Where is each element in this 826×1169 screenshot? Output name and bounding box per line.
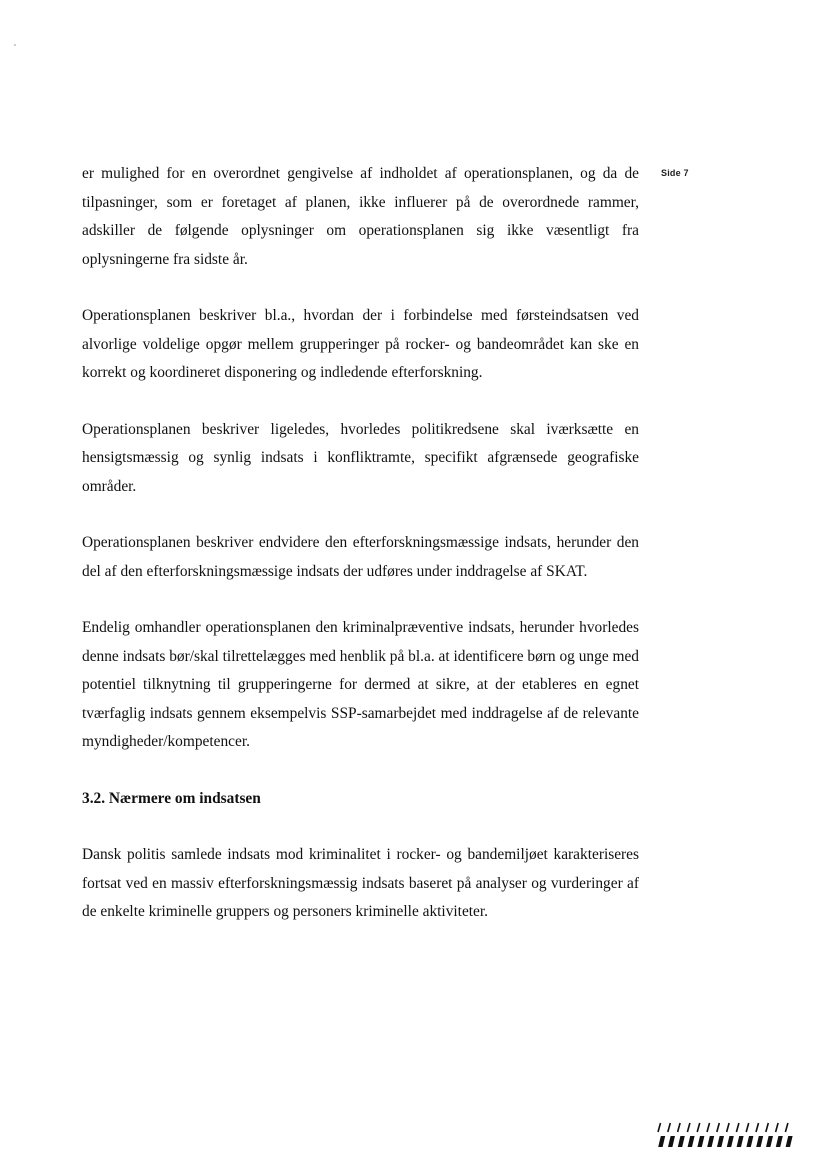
page-number: Side 7 [661, 168, 689, 178]
paragraph: Operationsplanen beskriver bl.a., hvordan der i forbindelse med førsteindsatsen ved alvorlige voldelige opgør mellem grupperinger på rocker- og bandeområdet kan ske en korrekt og koordineret disponering og indledende efterforskning. [82, 307, 639, 381]
scan-artifact [14, 44, 16, 46]
document-body [82, 160, 639, 955]
paragraph: Operationsplanen beskriver ligeledes, hvorledes politikredsene skal iværksætte en hensigtsmæssig og synlig indsats i konfliktramte, specifikt afgrænsede geografiske områder. [82, 420, 639, 495]
paragraph: Dansk politis samlede indsats mod kriminalitet i rocker- og bandemiljøet karakteriseres fortsat ved en massiv efterforskningsmæssig indsats baseret på analyser og vurderinger af de enkelte kriminelle gruppers og personers kriminelle aktiviteter. [82, 846, 639, 920]
police-stripes-logo-icon [655, 1121, 795, 1151]
paragraph: er mulighed for en overordnet gengivelse af indholdet af operationsplanen, og da de tilpasninger, som er foretaget af planen, ikke influerer på de overordnede rammer, adskiller de følgende oplysninger om operationsplanen sig ikke væsentligt fra oplysningerne fra sidste år. [82, 165, 639, 268]
paragraph: Operationsplanen beskriver endvidere den efterforskningsmæssige indsats, herunder den del af den efterforskningsmæssige indsats der udføres under inddragelse af SKAT. [82, 534, 639, 580]
section-heading: 3.2. Nærmere om indsatsen [82, 789, 261, 807]
paragraph: Endelig omhandler operationsplanen den kriminalpræventive indsats, herunder hvorledes denne indsats bør/skal tilrettelægges med henblik på bl.a. at identificere børn og unge med potentiel tilknytning til grupperingerne for dermed at sikre, at der etableres en egnet tværfaglig indsats gennem eksempelvis SSP-samarbejdet med inddragelse af de relevante myndigheder/kompetencer. [82, 619, 639, 750]
